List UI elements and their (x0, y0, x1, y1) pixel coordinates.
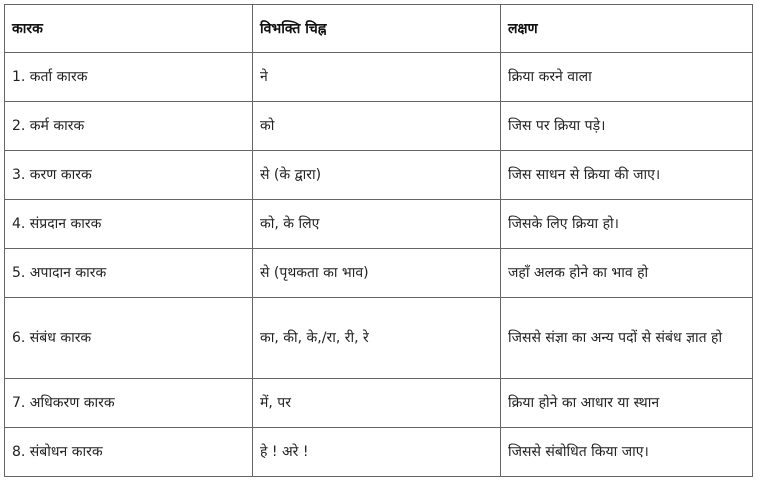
lakshan-cell: जिसके लिए क्रिया हो। (501, 200, 753, 249)
vibhakti-cell: का, की, के,/रा, री, रे (253, 298, 501, 379)
lakshan-cell: जहाँ अलक होने का भाव हो (501, 249, 753, 298)
header-vibhakti-chinh: विभक्ति चिह्न (253, 5, 501, 53)
karak-cell: 2. कर्म कारक (5, 102, 253, 151)
karak-table (4, 4, 753, 477)
vibhakti-cell: को, के लिए (253, 200, 501, 249)
lakshan-cell: जिससे संज्ञा का अन्य पदों से संबंध ज्ञात हो (501, 298, 753, 379)
karak-cell: 8. संबोधन कारक (5, 428, 253, 477)
karak-cell: 4. संप्रदान कारक (5, 200, 253, 249)
karak-cell: 1. कर्ता कारक (5, 53, 253, 102)
vibhakti-cell: ने (253, 53, 501, 102)
table-row (5, 102, 753, 151)
header-row (5, 5, 753, 53)
vibhakti-cell: से (पृथकता का भाव) (253, 249, 501, 298)
lakshan-cell: जिससे संबोधित किया जाए। (501, 428, 753, 477)
table-row (5, 298, 753, 379)
table-row (5, 53, 753, 102)
vibhakti-cell: को (253, 102, 501, 151)
table-row (5, 249, 753, 298)
vibhakti-cell: हे ! अरे ! (253, 428, 501, 477)
vibhakti-cell: में, पर (253, 379, 501, 428)
karak-cell: 5. अपादान कारक (5, 249, 253, 298)
table-row (5, 379, 753, 428)
lakshan-cell: जिस पर क्रिया पड़े। (501, 102, 753, 151)
table-row (5, 151, 753, 200)
vibhakti-cell: से (के द्वारा) (253, 151, 501, 200)
lakshan-cell: क्रिया करने वाला (501, 53, 753, 102)
header-lakshan: लक्षण (501, 5, 753, 53)
header-karak: कारक (5, 5, 253, 53)
karak-cell: 3. करण कारक (5, 151, 253, 200)
lakshan-cell: जिस साधन से क्रिया की जाए। (501, 151, 753, 200)
karak-cell: 6. संबंध कारक (5, 298, 253, 379)
table-row (5, 200, 753, 249)
karak-cell: 7. अधिकरण कारक (5, 379, 253, 428)
table-row (5, 428, 753, 477)
lakshan-cell: क्रिया होने का आधार या स्थान (501, 379, 753, 428)
